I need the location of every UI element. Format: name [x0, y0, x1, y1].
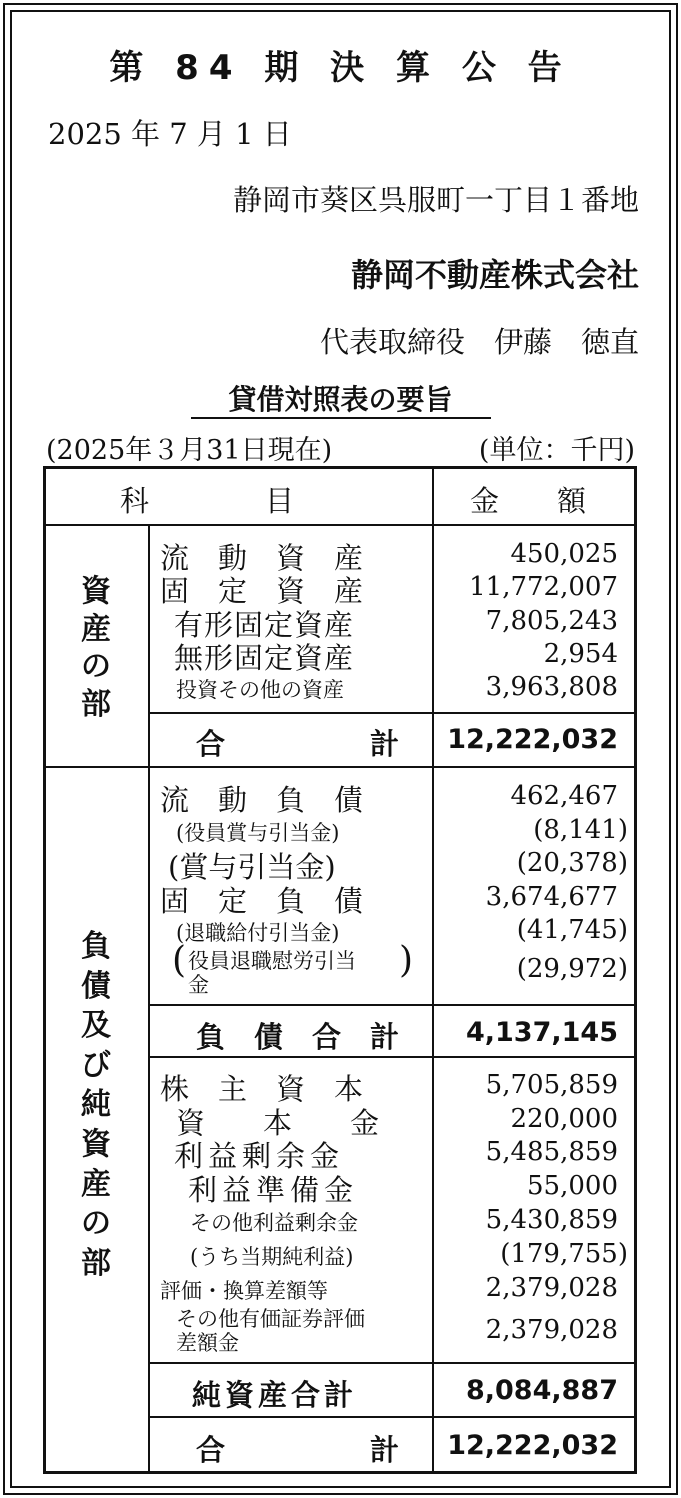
equity-net-income-label: (うち当期純利益): [190, 1245, 354, 1269]
liab-retirement-amount: (41,745): [516, 915, 628, 945]
company-address: 静岡市葵区呉服町一丁目１番地: [232, 183, 639, 217]
equity-total-amount: 8,084,887: [465, 1375, 618, 1406]
grand-total-rule: [148, 1416, 634, 1418]
grand-total-label: 合 計: [196, 1433, 400, 1467]
liabilities-equity-section-label: 負 債 及 び 純 資 産 の 部: [81, 929, 111, 1281]
unit-label: (単位：千円): [478, 435, 635, 466]
header-rule: [46, 524, 634, 526]
liab-total-amount: 4,137,145: [465, 1017, 618, 1048]
liab-total-label: 負 債 合 計: [196, 1020, 400, 1054]
equity-valuation-amount: 2,379,028: [485, 1273, 618, 1303]
section-column-divider: [148, 525, 150, 1471]
liab-current-amount: 462,467: [510, 781, 618, 811]
liab-retirement-label: (退職給付引当金): [176, 921, 340, 945]
asset-intangible-label: 無形固定資産: [174, 641, 355, 675]
company-name: 静岡不動産株式会社: [350, 256, 639, 294]
amount-column-divider: [432, 469, 434, 1471]
balance-sheet-table: [43, 466, 637, 1474]
liab-current-label: 流 動 負 債: [160, 783, 364, 817]
liab-total-bottom-rule: [148, 1056, 634, 1058]
title-underline: [191, 417, 491, 419]
column-item-header: 科 目: [120, 484, 295, 518]
assets-section-label: 資 産 の 部: [81, 574, 111, 722]
liab-officer-retirement-label: 役員退職慰労引当: [188, 949, 356, 973]
representative: 代表取締役 伊藤 徳直: [319, 325, 639, 359]
asset-tangible-label: 有形固定資産: [174, 608, 355, 642]
equity-total-label: 純資産合計: [192, 1378, 358, 1412]
equity-securities-amount: 2,379,028: [485, 1315, 618, 1345]
equity-total-rule: [148, 1362, 634, 1364]
asset-fixed-label: 固 定 資 産: [160, 574, 364, 608]
asset-investments-amount: 3,963,808: [485, 672, 618, 702]
equity-other-retained-amount: 5,430,859: [485, 1205, 618, 1235]
equity-other-retained-label: その他利益剰余金: [190, 1211, 358, 1235]
asset-current-amount: 450,025: [510, 539, 618, 569]
equity-net-income-amount: (179,755): [500, 1239, 628, 1269]
assets-total-amount: 12,222,032: [447, 724, 618, 755]
liab-officer-bonus-amount: (8,141): [533, 815, 628, 845]
asset-current-label: 流 動 資 産: [160, 541, 364, 575]
liab-bonus-label: (賞与引当金): [168, 850, 336, 884]
liab-bonus-amount: (20,378): [516, 848, 628, 878]
liab-officer-retirement-label-line2: 金: [188, 973, 209, 997]
notice-title: 第 84 期 決 算 公 告: [109, 48, 572, 88]
assets-total-label: 合 計: [196, 727, 400, 761]
equity-securities-label: その他有価証券評価: [176, 1307, 365, 1331]
equity-securities-label-line2: 差額金: [176, 1331, 239, 1355]
equity-legal-reserve-label: 利益準備金: [188, 1173, 359, 1207]
equity-legal-reserve-amount: 55,000: [527, 1171, 618, 1201]
asset-intangible-amount: 2,954: [543, 639, 618, 669]
grand-total-amount: 12,222,032: [447, 1430, 618, 1461]
as-of-date: (2025年３月31日現在): [46, 435, 333, 466]
equity-capital-label: 資 本 金: [176, 1106, 380, 1140]
open-paren: (: [172, 940, 187, 981]
asset-tangible-amount: 7,805,243: [485, 606, 618, 636]
equity-capital-amount: 220,000: [510, 1104, 618, 1134]
close-paren: ): [399, 940, 414, 981]
column-amount-header: 金 額: [470, 484, 587, 518]
asset-investments-label: 投資その他の資産: [176, 678, 344, 702]
assets-section-rule: [46, 766, 634, 768]
liab-fixed-amount: 3,674,677: [485, 882, 618, 912]
asset-fixed-amount: 11,772,007: [469, 572, 618, 602]
assets-total-rule: [148, 712, 634, 714]
liab-fixed-label: 固 定 負 債: [160, 884, 364, 918]
equity-retained-label: 利益剰余金: [174, 1139, 345, 1173]
notice-date: 2025 年 7 月 1 日: [48, 117, 292, 151]
liab-officer-bonus-label: (役員賞与引当金): [176, 821, 340, 845]
equity-retained-amount: 5,485,859: [485, 1137, 618, 1167]
equity-shareholders-label: 株 主 資 本: [160, 1072, 364, 1106]
equity-valuation-label: 評価・換算差額等: [160, 1279, 328, 1303]
equity-shareholders-amount: 5,705,859: [485, 1070, 618, 1100]
liab-officer-retirement-amount: (29,972): [516, 954, 628, 984]
balance-sheet-title: 貸借対照表の要旨: [228, 383, 453, 416]
liab-total-rule: [148, 1004, 634, 1006]
